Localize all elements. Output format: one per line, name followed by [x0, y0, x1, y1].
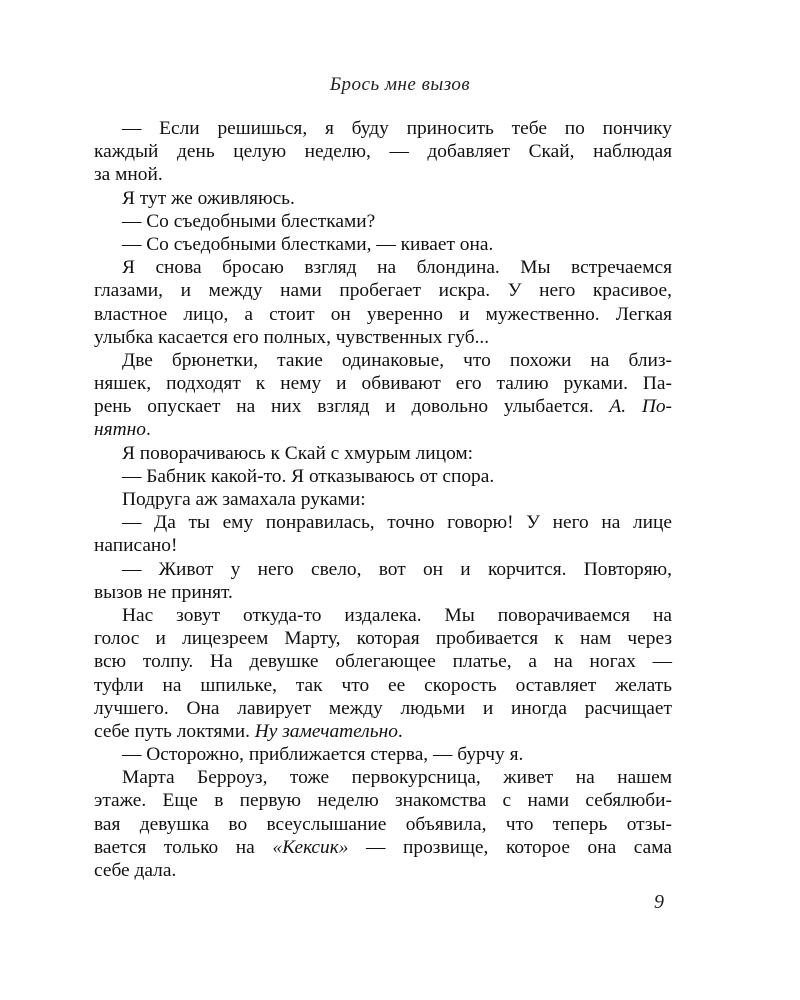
text-line [94, 326, 672, 349]
text-line-content: лучшего. Она лавирует между людьми и иногда расчищает [94, 697, 672, 719]
text-line [94, 233, 672, 256]
text-line-content: Я поворачиваюсь к Скай с хмурым лицом: [122, 442, 474, 464]
text-line [94, 418, 672, 441]
text-line [94, 743, 672, 766]
text-line [94, 720, 672, 743]
text-line-content: всю толпу. На девушке облегающее платье, а на ногах — [94, 651, 672, 673]
italic-text: нятно [94, 419, 146, 441]
text-line-content: Я тут же оживляюсь. [122, 187, 295, 209]
page-number: 9 [654, 891, 664, 913]
text-line-content: туфли на шпильке, так что ее скорость оставляет желать [94, 674, 672, 696]
text-line-content: глазами, и между нами пробегает искра. У него красивое, [94, 280, 672, 302]
text-line [94, 604, 672, 627]
text-line [94, 534, 672, 557]
italic-text: «Кексик» [272, 836, 349, 858]
text-line [94, 117, 672, 140]
text-line [94, 187, 672, 210]
text-line-tail: — прозвище, которое она сама [348, 836, 672, 858]
text-line [94, 836, 672, 859]
text-line [94, 581, 672, 604]
text-line [94, 650, 672, 673]
text-line [94, 163, 672, 186]
text-line [94, 442, 672, 465]
text-line-content: — Осторожно, приближается стерва, — бурчу я. [122, 744, 524, 766]
text-line [94, 303, 672, 326]
text-line-content: — Бабник какой-то. Я отказываюсь от спора. [122, 465, 495, 487]
text-line [94, 256, 672, 279]
text-line-content: — Если решишься, я буду приносить тебе по пончику [122, 118, 672, 139]
text-line-content: вается только на [94, 836, 273, 858]
text-line-content: — Со съедобными блестками, — кивает она. [122, 233, 494, 255]
text-line-content: Две брюнетки, такие одинаковые, что похожи на близ- [122, 349, 672, 371]
text-line-content: рень опускает на них взгляд и довольно улыбается. [94, 396, 610, 418]
body-text [94, 117, 672, 882]
text-line-content: Нас зовут откуда-то издалека. Мы поворачиваемся на [122, 604, 672, 626]
text-line-content: властное лицо, а стоит он уверенно и мужественно. Легкая [94, 303, 672, 325]
text-line-content: за мной. [94, 164, 163, 186]
text-line [94, 766, 672, 789]
text-line [94, 511, 672, 534]
text-line [94, 372, 672, 395]
text-line-content: — Со съедобными блестками? [122, 210, 376, 232]
text-line-content: Марта Берроуз, тоже первокурсница, живет на нашем [122, 767, 672, 789]
text-line-content: себе путь локтями. [94, 720, 255, 742]
text-line [94, 488, 672, 511]
italic-text: А. По- [609, 396, 672, 418]
text-line [94, 465, 672, 488]
text-line [94, 789, 672, 812]
text-line-content: себе дала. [94, 860, 177, 881]
text-line [94, 674, 672, 697]
text-line-tail: . [397, 720, 403, 742]
text-line-content: няшек, подходят к нему и обвивают его талию руками. Па- [94, 373, 672, 395]
text-line-content: голос и лицезреем Марту, которая пробивается к нам через [94, 628, 672, 650]
text-line-tail: . [145, 419, 151, 441]
text-line [94, 558, 672, 581]
text-line [94, 627, 672, 650]
text-line-content: — Живот у него свело, вот он и корчится. Повторяю, [122, 558, 672, 580]
italic-text: Ну замечательно [254, 720, 398, 742]
text-line-content: улыбка касается его полных, чувственных губ... [94, 326, 490, 348]
text-line [94, 349, 672, 372]
text-line [94, 279, 672, 302]
text-line [94, 859, 672, 882]
running-title: Брось мне вызов [329, 74, 471, 95]
text-line [94, 140, 672, 163]
text-line [94, 210, 672, 233]
text-line [94, 697, 672, 720]
text-line-content: Подруга аж замахала руками: [122, 489, 366, 510]
text-line-content: вызов не принят. [94, 581, 233, 603]
text-line [94, 395, 672, 418]
text-line-content: написано! [94, 535, 178, 557]
text-line-content: Я снова бросаю взгляд на блондина. Мы встречаемся [122, 257, 672, 279]
text-line-content: — Да ты ему понравилась, точно говорю! У него на лице [122, 512, 672, 534]
text-line-content: этаже. Еще в первую неделю знакомства с нами себялюби- [94, 790, 672, 812]
text-line-content: вая девушка во всеуслышание объявила, что теперь отзы- [94, 813, 672, 835]
text-line-content: каждый день целую неделю, — добавляет Скай, наблюдая [94, 141, 672, 163]
text-line [94, 813, 672, 836]
